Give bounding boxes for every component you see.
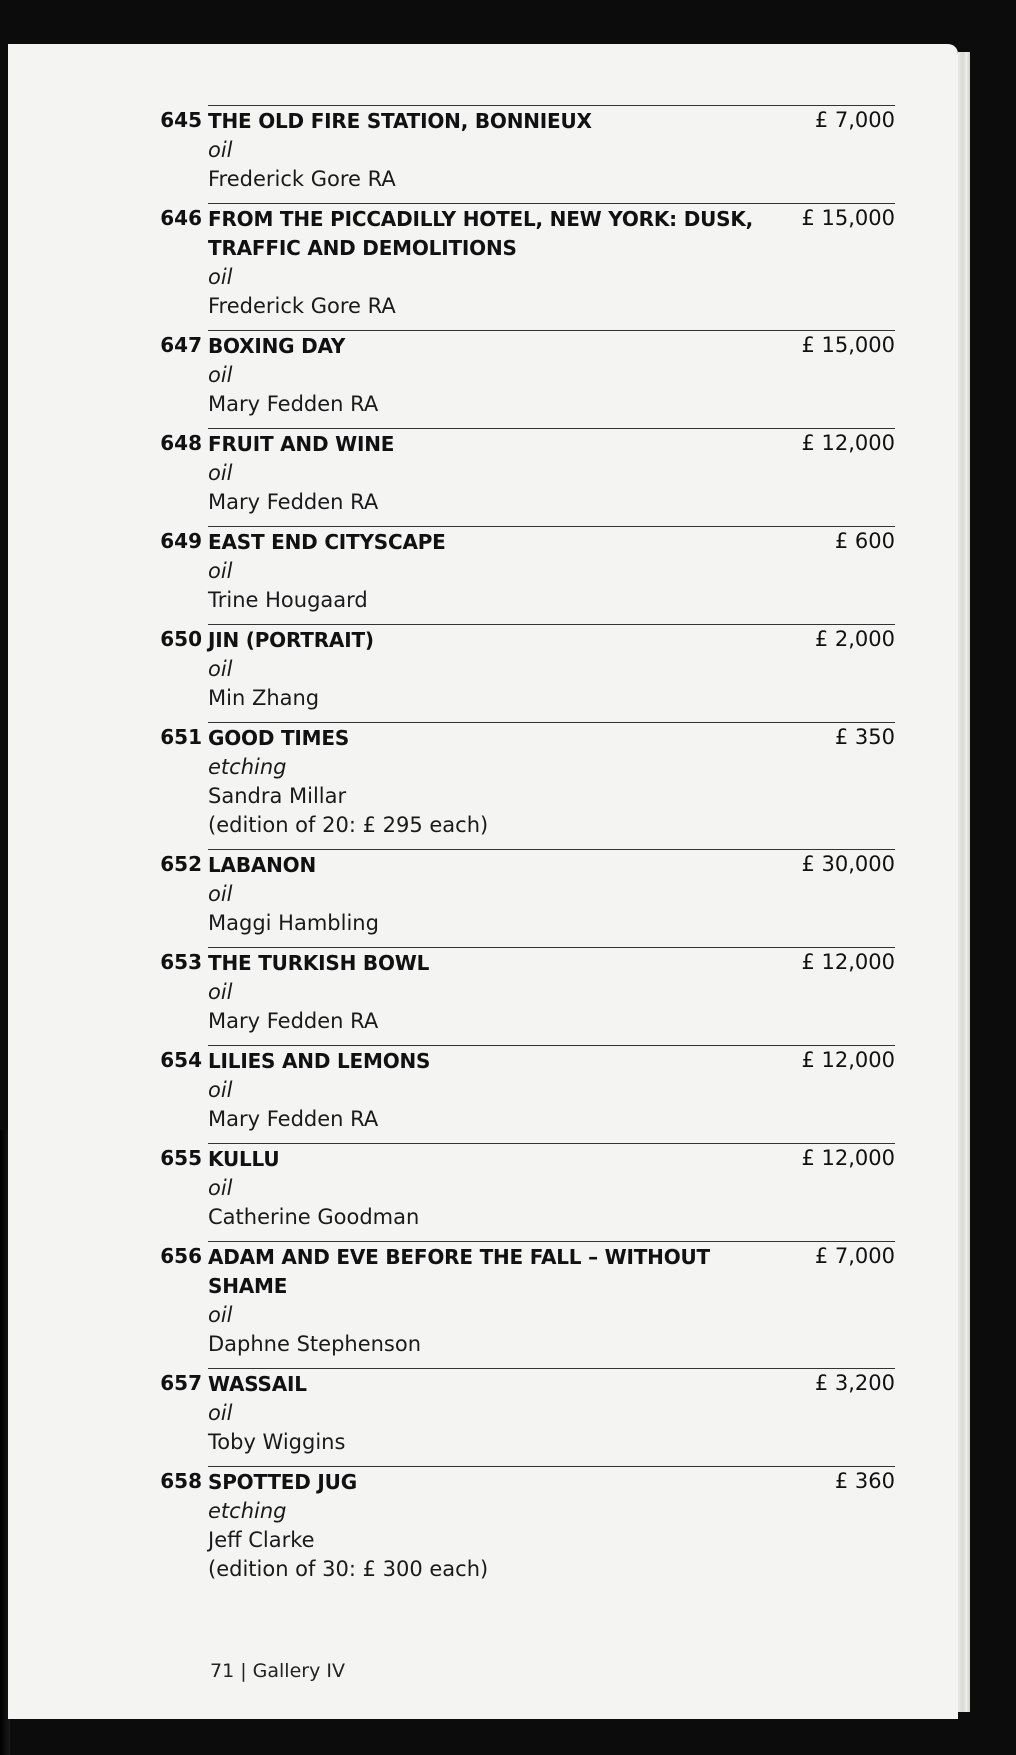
entry-medium: oil [208,461,233,485]
entry-number: 645 [160,108,202,132]
entry-medium: oil [208,1078,233,1102]
catalogue-entries [8,105,958,1593]
entry-title: JIN (PORTRAIT) [208,628,374,652]
entry-medium: etching [208,1499,287,1523]
page-footer: 71 | Gallery IV [210,1660,345,1682]
entry-title: WASSAIL [208,1372,307,1396]
entry-title: FRUIT AND WINE [208,432,395,456]
entry-number: 654 [160,1048,202,1072]
entry-number: 658 [160,1469,202,1493]
catalogue-entry [160,722,895,849]
entry-artist: Min Zhang [208,686,320,710]
entry-title: THE TURKISH BOWL [208,951,430,975]
entry-number: 648 [160,431,202,455]
catalogue-entry [160,849,895,947]
catalogue-entry [160,105,895,203]
catalogue-entry [160,1241,895,1368]
entry-price: £ 12,000 [801,1048,895,1072]
entry-price: £ 2,000 [814,627,895,651]
catalogue-entry [160,1045,895,1143]
entry-artist: Sandra Millar [208,784,347,808]
entry-price: £ 12,000 [801,950,895,974]
entry-price: £ 12,000 [801,1146,895,1170]
entry-artist: Catherine Goodman [208,1205,420,1229]
entry-number: 651 [160,725,202,749]
entry-price: £ 360 [834,1469,895,1493]
entry-medium: oil [208,265,233,289]
entry-title: LABANON [208,853,317,877]
entry-artist: Maggi Hambling [208,911,379,935]
entry-title: LILIES AND LEMONS [208,1049,431,1073]
entry-medium: oil [208,980,233,1004]
entry-price: £ 7,000 [814,108,895,132]
entry-artist: Frederick Gore RA [208,294,396,318]
entry-artist: Daphne Stephenson [208,1332,422,1356]
entry-medium: oil [208,363,233,387]
entry-price: £ 600 [834,529,895,553]
entry-title: SPOTTED JUG [208,1470,357,1494]
entry-title: EAST END CITYSCAPE [208,530,446,554]
entry-artist: Mary Fedden RA [208,1107,379,1131]
entry-title: KULLU [208,1147,280,1171]
catalogue-entry [160,428,895,526]
entry-price: £ 350 [834,725,895,749]
entry-title: THE OLD FIRE STATION, BONNIEUX [208,109,592,133]
entry-number: 646 [160,206,202,230]
entry-price: £ 15,000 [801,333,895,357]
entry-number: 650 [160,627,202,651]
page-edges [958,52,970,1712]
entry-number: 656 [160,1244,202,1268]
catalogue-entry [160,1143,895,1241]
entry-number: 652 [160,852,202,876]
entry-artist: Frederick Gore RA [208,167,396,191]
entry-medium: oil [208,1303,233,1327]
entry-medium: oil [208,882,233,906]
catalogue-entry [160,947,895,1045]
catalogue-entry [160,1466,895,1593]
entry-title: GOOD TIMES [208,726,350,750]
entry-edition-note: (edition of 20: £ 295 each) [208,813,489,837]
entry-price: £ 30,000 [801,852,895,876]
entry-number: 653 [160,950,202,974]
entry-artist: Mary Fedden RA [208,490,379,514]
entry-title: FROM THE PICCADILLY HOTEL, NEW YORK: DUSK, TRAFFIC AND DEMOLITIONS [208,207,754,260]
catalogue-entry [160,203,895,330]
entry-edition-note: (edition of 30: £ 300 each) [208,1557,489,1581]
catalogue-entry [160,1368,895,1466]
entry-medium: oil [208,1401,233,1425]
catalogue-entry [160,330,895,428]
entry-price: £ 3,200 [814,1371,895,1395]
entry-artist: Jeff Clarke [208,1528,315,1552]
entry-artist: Mary Fedden RA [208,1009,379,1033]
entry-artist: Mary Fedden RA [208,392,379,416]
entry-number: 657 [160,1371,202,1395]
entry-title: BOXING DAY [208,334,346,358]
entry-medium: etching [208,755,287,779]
catalogue-entry [160,624,895,722]
entry-price: £ 7,000 [814,1244,895,1268]
entry-number: 649 [160,529,202,553]
entry-artist: Trine Hougaard [208,588,368,612]
catalogue-entry [160,526,895,624]
entry-title: ADAM AND EVE BEFORE THE FALL – WITHOUT SHAME [208,1245,710,1298]
entry-number: 647 [160,333,202,357]
entry-medium: oil [208,559,233,583]
entry-medium: oil [208,1176,233,1200]
entry-artist: Toby Wiggins [208,1430,346,1454]
entry-number: 655 [160,1146,202,1170]
entry-price: £ 12,000 [801,431,895,455]
entry-medium: oil [208,138,233,162]
catalogue-page [8,44,958,1719]
entry-medium: oil [208,657,233,681]
entry-price: £ 15,000 [801,206,895,230]
